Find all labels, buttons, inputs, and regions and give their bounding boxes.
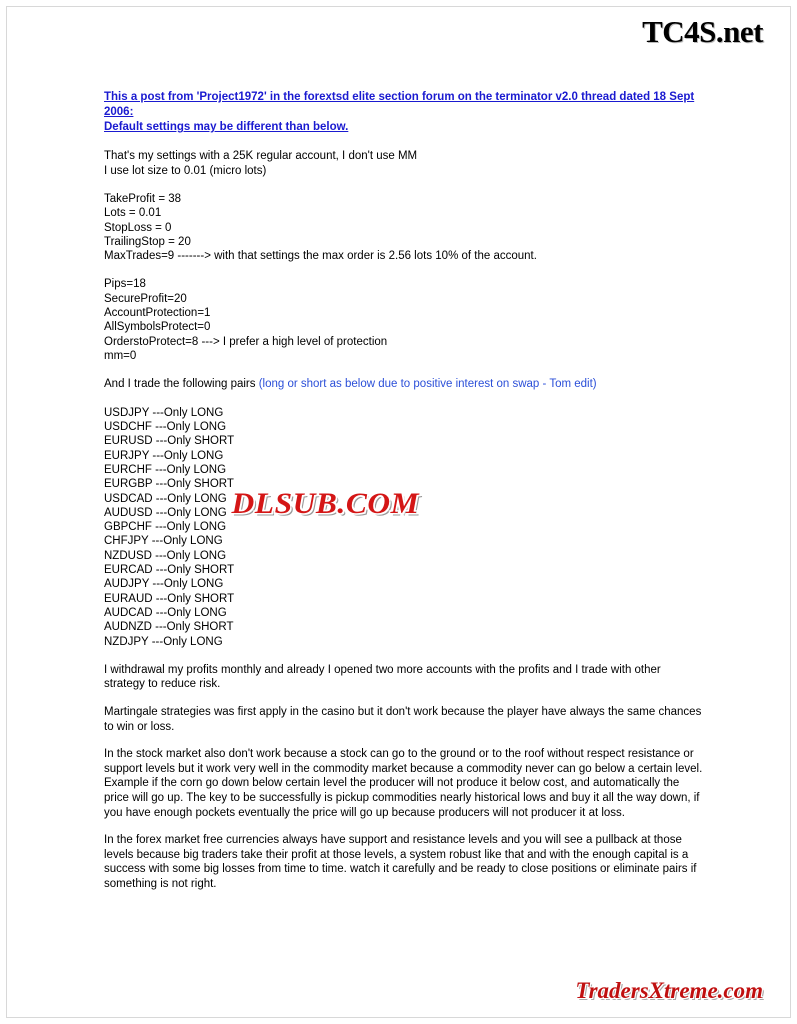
paragraph-withdrawals: I withdrawal my profits monthly and already I opened two more accounts with the profits and I trade with other strategy to reduce risk. <box>104 663 661 691</box>
currency-pairs-list <box>104 406 704 649</box>
list-item: USDCAD ---Only LONG <box>104 492 227 505</box>
paragraph-stock-market: In the stock market also don't work because a stock can go to the ground or to the roof without respect resistance or support levels but it work very well in the commodity market because a commodity never can go below a certain level. Example if the corn go down below certain level the producer will not produce it below cost, and automatically the price will go up. The key to be successfully is pickup commodities nearly historical lows and buy it all the way down, if you have enough pockets eventually the price will go up because producers will not producer it at loss. <box>104 748 703 819</box>
settings-block-secondary <box>104 277 704 363</box>
paragraph-forex-market: In the forex market free currencies always have support and resistance levels and you will see a pullback at those levels because big traders take their profit at those levels, a system robust like that and with the enough capital is a success with some big losses from time to time. watch it carefully and be ready to close positions or eliminate pairs if something is not right. <box>104 834 697 890</box>
list-item: NZDJPY ---Only LONG <box>104 635 223 648</box>
setting-secureprofit: SecureProfit=20 <box>104 292 187 305</box>
list-item: EURCAD ---Only SHORT <box>104 564 235 577</box>
list-item: EURAUD ---Only SHORT <box>104 592 235 605</box>
account-note-line2: I use lot size to 0.01 (micro lots) <box>104 164 267 177</box>
site-logo-header: TC4S.net <box>642 14 763 49</box>
setting-pips: Pips=18 <box>104 278 146 291</box>
pairs-intro-text: And I trade the following pairs <box>104 378 259 391</box>
list-item: NZDUSD ---Only LONG <box>104 549 227 562</box>
pairs-intro-editor-note: (long or short as below due to positive interest on swap - Tom edit) <box>258 378 597 391</box>
list-item: EURGBP ---Only SHORT <box>104 478 234 491</box>
setting-orderstoprotect: OrderstoProtect=8 ---> I prefer a high level of protection <box>104 335 388 348</box>
setting-accountprotection: AccountProtection=1 <box>104 307 211 320</box>
setting-lots: Lots = 0.01 <box>104 207 162 220</box>
setting-takeprofit: TakeProfit = 38 <box>104 193 182 205</box>
list-item: CHFJPY ---Only LONG <box>104 535 223 548</box>
pairs-intro-line <box>104 377 704 392</box>
settings-block-primary <box>104 192 704 263</box>
setting-allsymbolsprotect: AllSymbolsProtect=0 <box>104 321 211 334</box>
list-item: AUDJPY ---Only LONG <box>104 578 224 591</box>
site-logo-footer: TradersXtreme.com <box>575 978 763 1003</box>
list-item: AUDNZD ---Only SHORT <box>104 621 234 634</box>
list-item: AUDUSD ---Only LONG <box>104 506 227 519</box>
watermark-dlsub: DLSUB.COM <box>231 487 420 520</box>
list-item: EURCHF ---Only LONG <box>104 463 227 476</box>
list-item: USDCHF ---Only LONG <box>104 421 227 434</box>
list-item: USDJPY ---Only LONG <box>104 406 224 419</box>
list-item: EURUSD ---Only SHORT <box>104 435 235 448</box>
list-item: GBPCHF ---Only LONG <box>104 521 227 534</box>
setting-maxtrades: MaxTrades=9 -------> with that settings the max order is 2.56 lots 10% of the account. <box>104 250 537 263</box>
setting-stoploss: StopLoss = 0 <box>104 221 172 234</box>
default-settings-note: Default settings may be different than below. <box>104 121 349 133</box>
source-post-link[interactable]: This a post from 'Project1972' in the forextsd elite section forum on the terminator v2.0 thread dated 18 Sept 2006: <box>104 91 695 118</box>
list-item: EURJPY ---Only LONG <box>104 449 224 462</box>
setting-mm: mm=0 <box>104 349 137 362</box>
list-item: AUDCAD ---Only LONG <box>104 606 227 619</box>
setting-trailingstop: TrailingStop = 20 <box>104 235 191 248</box>
account-note-line1: That's my settings with a 25K regular account, I don't use MM <box>104 150 418 162</box>
paragraph-martingale: Martingale strategies was first apply in the casino but it don't work because the player have always the same chances to win or loss. <box>104 706 702 733</box>
